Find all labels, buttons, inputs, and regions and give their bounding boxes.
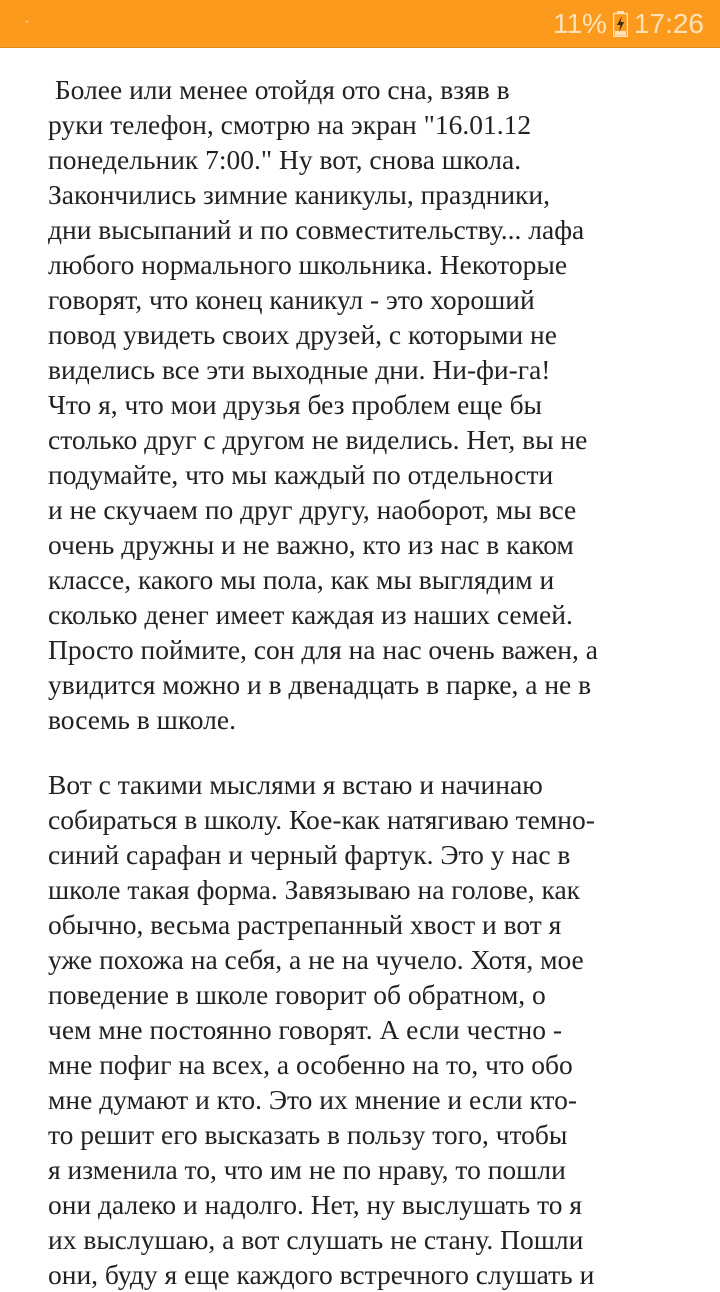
text-line: собираться в школу. Кое-как натягиваю темно-	[48, 804, 595, 835]
text-line: любого нормального школьника. Некоторые	[48, 249, 568, 280]
text-line: восемь в школе.	[48, 704, 236, 735]
text-paragraph	[48, 767, 668, 1292]
text-line: Более или менее отойдя ото сна, взяв в	[48, 74, 510, 105]
text-line: дни высыпаний и по совместительству... лафа	[48, 214, 585, 245]
text-line: то решит его высказать в пользу того, чтобы	[48, 1119, 568, 1150]
text-line: классе, какого мы пола, как мы выглядим и	[48, 564, 555, 595]
text-line: мне думают и кто. Это их мнение и если кто-	[48, 1084, 577, 1115]
text-line: увидится можно и в двенадцать в парке, а не в	[48, 669, 592, 700]
status-indicators	[553, 0, 704, 48]
text-line: руки телефон, смотрю на экран "16.01.12	[48, 109, 532, 140]
text-line: и не скучаем по друг другу, наоборот, мы все	[48, 494, 577, 525]
text-line: Что я, что мои друзья без проблем еще бы	[48, 389, 543, 420]
paragraph-spacer	[48, 737, 668, 767]
status-bar	[0, 0, 720, 48]
text-line: они, буду я еще каждого встречного слушать и	[48, 1259, 595, 1290]
text-line: поведение в школе говорит об обратном, о	[48, 979, 546, 1010]
text-line: чем мне постоянно говорят. А если честно -	[48, 1014, 563, 1045]
battery-percent: 11%	[552, 8, 607, 39]
text-line: они далеко и надолго. Нет, ну выслушать то я	[48, 1189, 583, 1220]
text-line: говорят, что конец каникул - это хороший	[48, 284, 535, 315]
clock-time: 17:26	[633, 8, 704, 39]
text-line: повод увидеть своих друзей, с которыми не	[48, 319, 557, 350]
text-line: подумайте, что мы каждый по отдельности	[48, 459, 554, 490]
text-line: понедельник 7:00." Ну вот, снова школа.	[48, 144, 522, 175]
text-line: Просто поймите, сон для на нас очень важен, а	[48, 634, 598, 665]
text-line: очень дружны и не важно, кто из нас в каком	[48, 529, 574, 560]
text-line: столько друг с другом не виделись. Нет, вы не	[48, 424, 588, 455]
battery-charging-icon	[613, 11, 628, 37]
text-line: Вот с такими мыслями я встаю и начинаю	[48, 769, 543, 800]
app-notification-icon: •	[24, 17, 30, 28]
text-line: виделись все эти выходные дни. Ни-фи-га!	[48, 354, 551, 385]
text-line: школе такая форма. Завязываю на голове, как	[48, 874, 581, 905]
text-line: обычно, весьма растрепанный хвост и вот я	[48, 909, 562, 940]
text-line: уже похожа на себя, а не на чучело. Хотя, мое	[48, 944, 584, 975]
text-line: синий сарафан и черный фартук. Это у нас в	[48, 839, 571, 870]
text-line: Закончились зимние каникулы, праздники,	[48, 179, 550, 210]
text-line: я изменила то, что им не по нраву, то пошли	[48, 1154, 566, 1185]
text-line: их выслушаю, а вот слушать не стану. Пошли	[48, 1224, 584, 1255]
text-paragraph	[48, 72, 668, 737]
reader-text	[48, 72, 668, 1292]
text-line: мне пофиг на всех, а особенно на то, что обо	[48, 1049, 573, 1080]
text-line: сколько денег имеет каждая из наших семей.	[48, 599, 573, 630]
